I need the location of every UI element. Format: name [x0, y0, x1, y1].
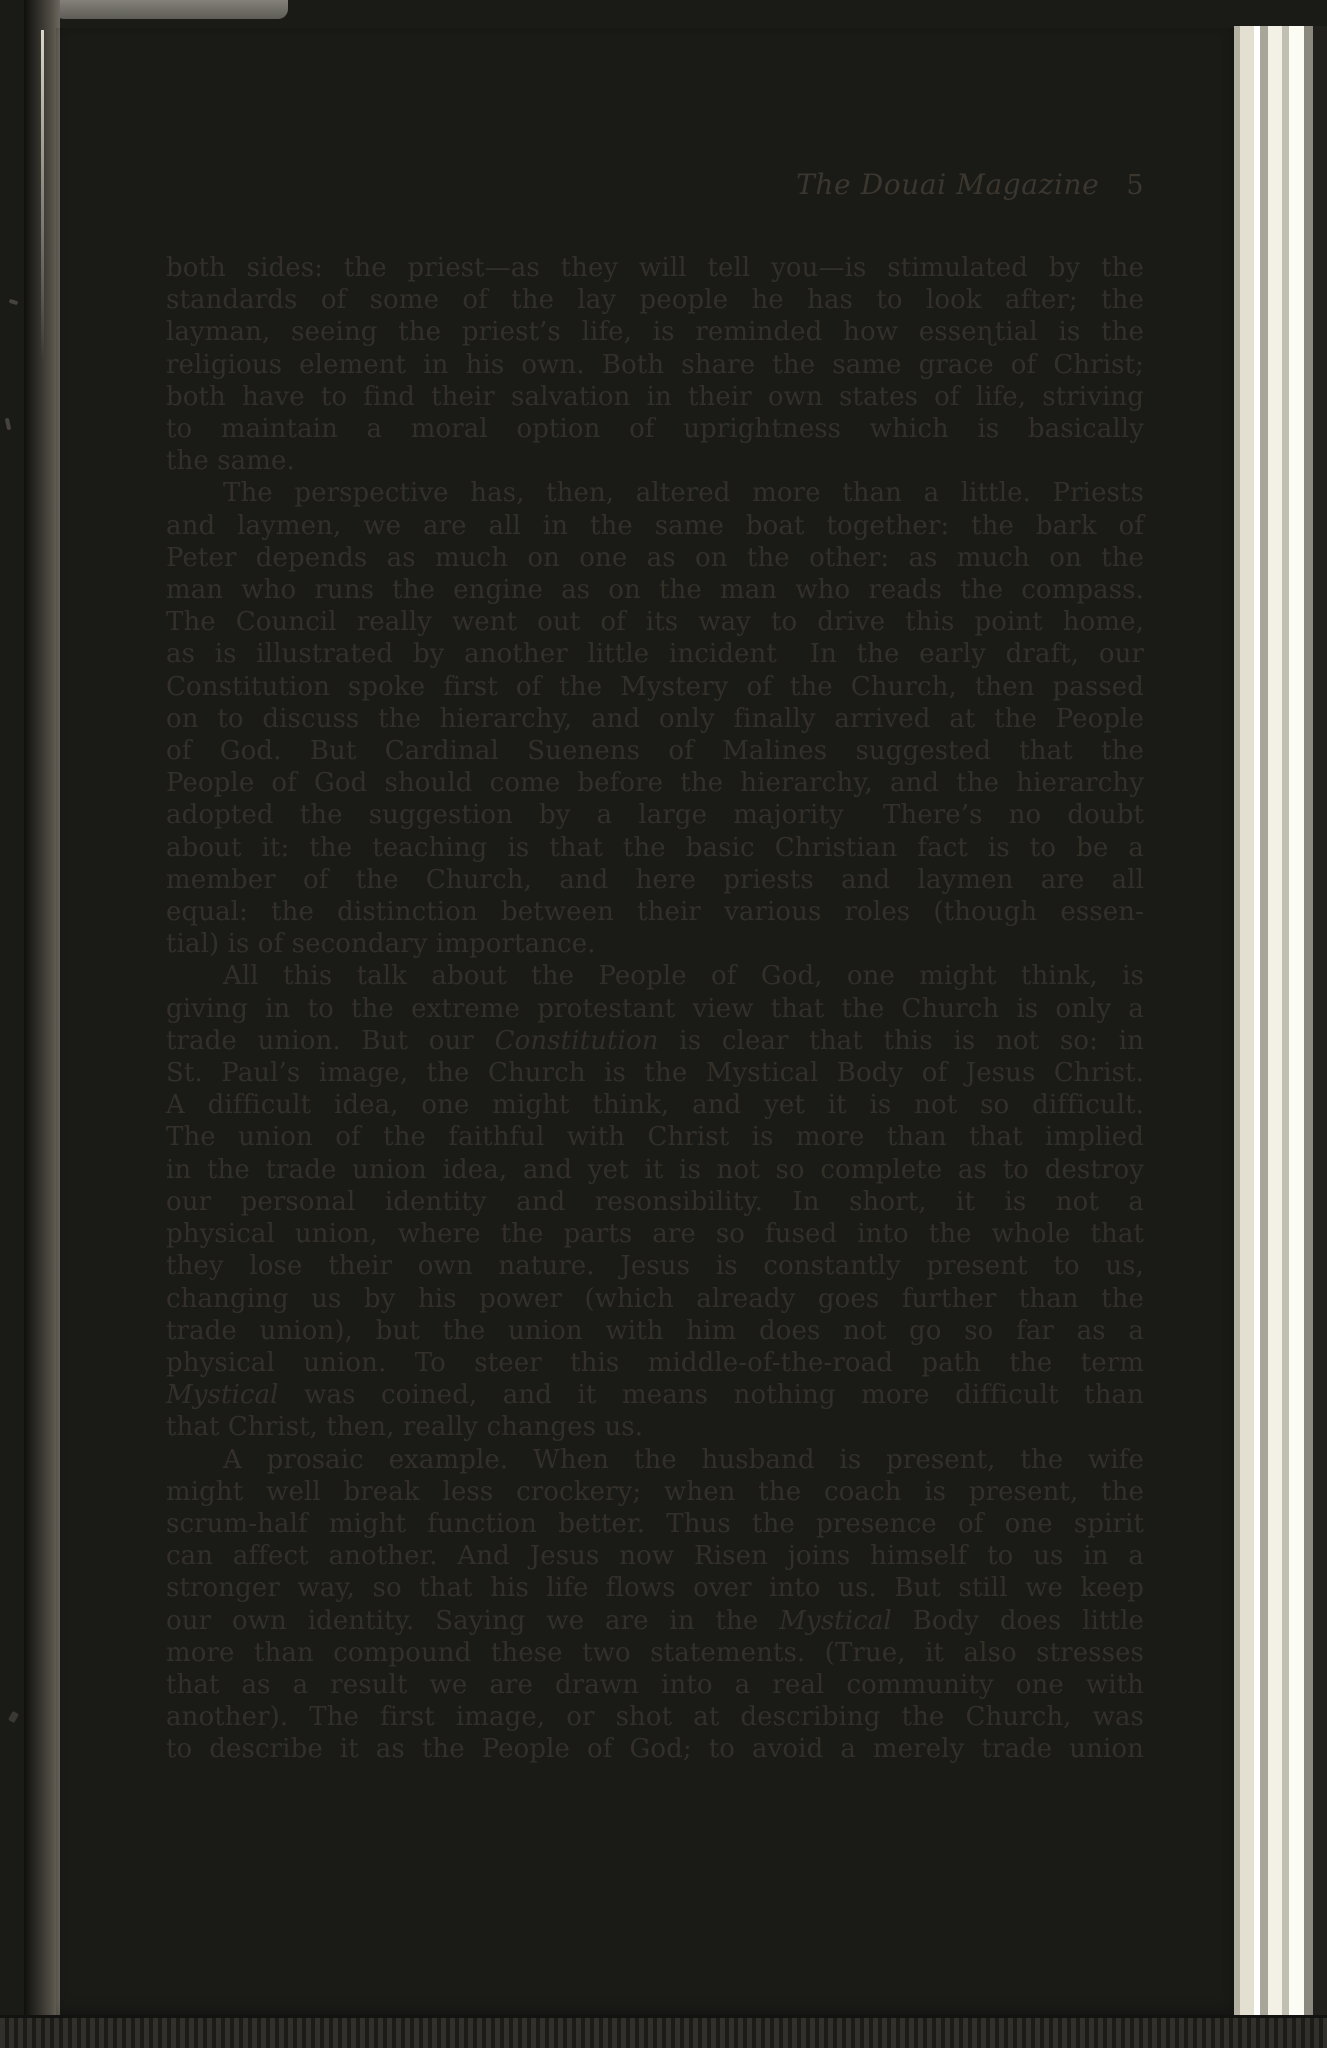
body-text: about it: the teaching is that the basic Christian fact is to be a	[166, 832, 1144, 863]
text-line	[166, 864, 1144, 896]
text-line	[166, 1025, 1144, 1057]
text-line	[166, 574, 1144, 606]
header-page-number: 5	[1126, 170, 1144, 201]
body-text: equal: the distinction between their various roles (though essen-	[166, 897, 1144, 928]
body-text: People of God should come before the hierarchy, and the hierarchy	[166, 768, 1144, 799]
magazine-page	[56, 28, 1234, 2018]
body-text: the same.	[166, 446, 295, 477]
body-text: tial) is of secondary importance.	[166, 929, 596, 960]
text-line	[166, 1347, 1144, 1379]
paragraph	[166, 477, 1144, 960]
body-text: that Christ, then, really changes us.	[166, 1412, 644, 1443]
text-line	[166, 252, 1144, 284]
body-text: on to discuss the hierarchy, and only finally arrived at the People	[166, 703, 1144, 734]
body-text: A difficult idea, one might think, and yet it is not so difficult.	[166, 1090, 1144, 1121]
italic-text: Constitution	[494, 1025, 659, 1056]
text-line	[166, 671, 1144, 703]
body-text: to describe it as the People of God; to avoid a merely trade union	[166, 1734, 1144, 1765]
text-line	[166, 542, 1144, 574]
text-line	[166, 1121, 1144, 1153]
text-line	[166, 349, 1144, 381]
text-line	[166, 381, 1144, 413]
scan-artifact	[9, 299, 19, 306]
text-line	[166, 1572, 1144, 1604]
body-text: of God. But Cardinal Suenens of Malines suggested that the	[166, 736, 1144, 767]
text-line	[166, 1218, 1144, 1250]
text-line	[166, 993, 1144, 1025]
body-text: member of the Church, and here priests and laymen are all	[166, 864, 1144, 895]
body-text: that as a result we are drawn into a real community one with	[166, 1669, 1144, 1700]
body-text: religious element in his own. Both share the same grace of Christ;	[166, 349, 1144, 380]
text-line	[166, 1154, 1144, 1186]
body-text: our personal identity and resonsibility. In short, it is not a	[166, 1186, 1144, 1217]
body-text: The Council really went out of its way to drive this point home,	[166, 607, 1144, 638]
text-line	[166, 1540, 1144, 1572]
text-line	[166, 928, 1144, 960]
text-line	[166, 1637, 1144, 1669]
italic-text: Mystical	[166, 1380, 279, 1411]
body-text: adopted the suggestion by a large majority There’s no doubt	[166, 800, 1144, 831]
text-line	[166, 703, 1144, 735]
paragraph	[166, 1444, 1144, 1766]
page-body	[166, 252, 1144, 1766]
text-line	[166, 1605, 1144, 1637]
text-line	[166, 1089, 1144, 1121]
paragraph	[166, 252, 1144, 477]
text-line	[166, 1733, 1144, 1765]
body-text: both sides: the priest—as they will tell you—is stimulated by the	[166, 253, 1144, 283]
header-title: The Douai Magazine	[796, 168, 1100, 201]
body-text: and laymen, we are all in the same boat together: the bark of	[166, 510, 1144, 541]
body-text: Constitution spoke first of the Mystery of the Church, then passed	[166, 671, 1144, 702]
body-text: All this talk about the People of God, one might think, is	[223, 961, 1144, 992]
body-text: can affect another. And Jesus now Risen joins himself to us in a	[166, 1541, 1144, 1572]
body-text: physical union. To steer this middle-of-the-road path the term	[166, 1347, 1144, 1378]
text-line	[166, 1701, 1144, 1733]
text-line	[166, 1669, 1144, 1701]
body-text: was coined, and it means nothing more difficult than	[278, 1380, 1144, 1411]
body-text: both have to find their salvation in their own states of life, striving	[166, 381, 1144, 412]
text-line	[166, 1057, 1144, 1089]
page-stack-edges	[1234, 26, 1327, 2020]
body-text: in the trade union idea, and yet it is not so complete as to destroy	[166, 1154, 1144, 1185]
scan-artifact	[8, 1711, 19, 1723]
body-text: as is illustrated by another little incident In the early draft, our	[166, 639, 1144, 670]
spine-headband	[50, 0, 288, 19]
text-line	[166, 316, 1144, 348]
body-text: Peter depends as much on one as on the other: as much on the	[166, 542, 1144, 573]
text-line	[166, 1315, 1144, 1347]
text-line	[166, 284, 1144, 316]
body-text: scrum-half might function better. Thus the presence of one spirit	[166, 1508, 1144, 1539]
text-line	[166, 1379, 1144, 1411]
body-text: to maintain a moral option of uprightness which is basically	[166, 414, 1144, 445]
body-text: another). The first image, or shot at describing the Church, was	[166, 1702, 1144, 1733]
text-line	[166, 1411, 1144, 1443]
text-line	[166, 510, 1144, 542]
body-text: trade union), but the union with him does not go so far as a	[166, 1315, 1144, 1346]
text-line	[166, 1186, 1144, 1218]
body-text: The union of the faithful with Christ is more than that implied	[166, 1122, 1144, 1153]
text-line	[166, 896, 1144, 928]
body-text: layman, seeing the priest’s life, is reminded how esseɳtial is the	[166, 317, 1144, 348]
body-text: more than compound these two statements. (True, it also stresses	[166, 1637, 1144, 1668]
text-line	[166, 1476, 1144, 1508]
text-line	[166, 1508, 1144, 1540]
running-header	[166, 168, 1144, 201]
text-line	[166, 960, 1144, 992]
bottom-binding	[0, 2015, 1327, 2048]
text-line	[166, 413, 1144, 445]
body-text: standards of some of the lay people he has to look after; the	[166, 285, 1144, 316]
paragraph	[166, 960, 1144, 1443]
text-line	[166, 767, 1144, 799]
body-text: man who runs the engine as on the man who reads the compass.	[166, 575, 1144, 606]
text-line	[166, 1444, 1144, 1476]
text-line	[166, 1283, 1144, 1315]
text-line	[166, 606, 1144, 638]
body-text: The perspective has, then, altered more than a little. Priests	[223, 478, 1144, 509]
body-text: St. Paul’s image, the Church is the Mystical Body of Jesus Christ.	[166, 1058, 1144, 1089]
page-edge-highlight	[41, 30, 44, 360]
scan-artifact	[5, 418, 11, 431]
body-text: physical union, where the parts are so fused into the whole that	[166, 1219, 1144, 1250]
body-text: trade union. But our	[166, 1025, 495, 1056]
body-text: they lose their own nature. Jesus is constantly present to us,	[166, 1251, 1144, 1282]
body-text: stronger way, so that his life flows over into us. But still we keep	[166, 1573, 1144, 1604]
text-line	[166, 477, 1144, 509]
body-text: A prosaic example. When the husband is present, the wife	[223, 1444, 1144, 1475]
text-line	[166, 799, 1144, 831]
body-text: changing us by his power (which already goes further than the	[166, 1283, 1144, 1314]
text-line	[166, 1250, 1144, 1282]
text-line	[166, 832, 1144, 864]
body-text: is clear that this is not so: in	[658, 1025, 1144, 1056]
body-text: Body does little	[891, 1605, 1145, 1636]
text-line	[166, 735, 1144, 767]
body-text: our own identity. Saying we are in the	[166, 1605, 780, 1636]
text-line	[166, 638, 1144, 670]
italic-text: Mystical	[779, 1605, 892, 1636]
text-line	[166, 445, 1144, 477]
body-text: might well break less crockery; when the coach is present, the	[166, 1476, 1144, 1507]
body-text: giving in to the extreme protestant view that the Church is only a	[166, 993, 1144, 1024]
